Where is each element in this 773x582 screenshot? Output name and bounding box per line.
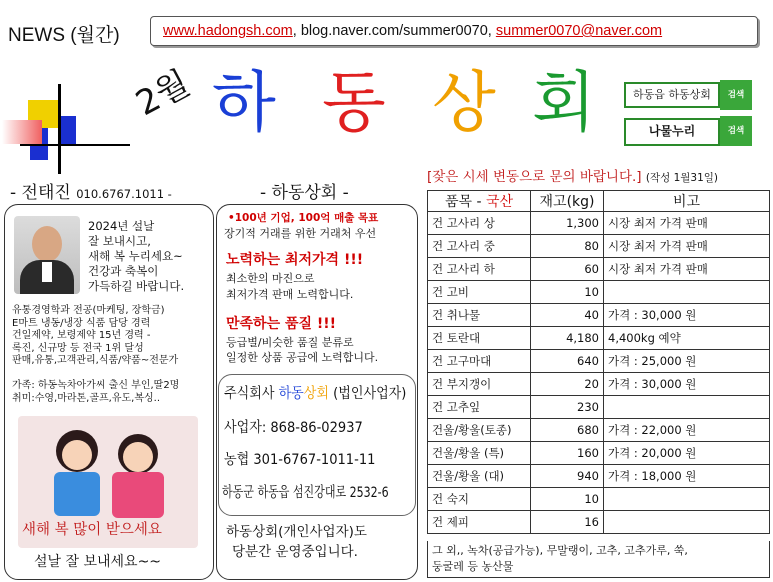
cell-item: 건 토란대	[428, 327, 531, 350]
search-input-namul[interactable]: 나물누리	[624, 118, 720, 146]
stock-footer-2: 둥굴레 등 농산물	[432, 560, 514, 573]
search-button-1[interactable]: 검색	[720, 80, 752, 110]
career-line: 판매,유통,고객관리,식품/약품~전문가	[12, 355, 179, 366]
quality-heading: 만족하는 품질 !!!	[226, 316, 337, 332]
company-intro: 장기적 거래를 위한 거래처 우선	[224, 227, 377, 240]
table-row	[428, 327, 770, 350]
news-label: NEWS (월간)	[8, 25, 120, 46]
cell-stock: 160	[531, 442, 604, 465]
cell-item: 건울/황울 (특)	[428, 442, 531, 465]
owner-name: - 전태진	[10, 183, 71, 203]
header-stock: 재고(kg)	[531, 191, 604, 212]
company-address: 하동군 하동읍 섬진강대로 2532-6	[222, 485, 389, 501]
cell-item: 건 고사리 중	[428, 235, 531, 258]
cell-item: 건 고구마대	[428, 350, 531, 373]
cell-stock: 10	[531, 281, 604, 304]
table-row	[428, 419, 770, 442]
cell-note	[604, 511, 770, 534]
greeting-line: 건강과 축복이	[88, 264, 159, 278]
cell-note: 가격 : 18,000 원	[604, 465, 770, 488]
table-row	[428, 442, 770, 465]
cell-stock: 230	[531, 396, 604, 419]
table-row	[428, 511, 770, 534]
cell-stock: 80	[531, 235, 604, 258]
middle-heading: - 하동상회 -	[260, 183, 349, 203]
title-char-4: 회	[532, 64, 596, 141]
title-char-2: 동	[322, 64, 386, 141]
avatar	[14, 216, 80, 294]
title-char-1: 하	[212, 64, 276, 141]
cell-stock: 940	[531, 465, 604, 488]
cell-item: 건 고사리 상	[428, 212, 531, 235]
table-row	[428, 488, 770, 511]
table-row	[428, 350, 770, 373]
table-row	[428, 373, 770, 396]
cell-stock: 10	[531, 488, 604, 511]
blog-text: , blog.naver.com/summer0070,	[292, 23, 496, 39]
cell-note: 시장 최저 가격 판매	[604, 212, 770, 235]
owner-phone: 010.6767.1011 -	[76, 187, 172, 201]
greeting-line: 새해 복 누리세요~	[88, 249, 183, 263]
email-link[interactable]: summer0070@naver.com	[495, 23, 663, 39]
cell-note	[604, 488, 770, 511]
cell-stock: 60	[531, 258, 604, 281]
career-line: E마트 냉동/냉장 식품 담당 경력	[12, 317, 151, 329]
cell-item: 건 고비	[428, 281, 531, 304]
cell-note: 4,400kg 예약	[604, 327, 770, 350]
left-heading	[10, 178, 172, 203]
cell-note	[604, 396, 770, 419]
search-input-hadong[interactable]: 하동읍 하동상회	[624, 82, 720, 108]
newyear-banner: 새해 복 많이 받으세요	[22, 522, 162, 538]
cell-item: 건 숙지	[428, 488, 531, 511]
table-row	[428, 258, 770, 281]
career-line: 건일제약, 보령제약 15년 경력 -	[12, 330, 151, 341]
middle-footer-2: 당분간 운영중입니다.	[232, 544, 358, 560]
table-row	[428, 212, 770, 235]
left-footer: 설날 잘 보내세요~~	[34, 554, 162, 570]
cell-stock: 20	[531, 373, 604, 396]
company-goal: •100년 기업, 100억 매출 목표	[228, 212, 379, 224]
cell-note: 가격 : 30,000 원	[604, 304, 770, 327]
stock-table	[427, 190, 770, 534]
search-button-2[interactable]: 검색	[720, 116, 752, 146]
cell-item: 건울/황울 (대)	[428, 465, 531, 488]
cell-stock: 16	[531, 511, 604, 534]
cell-stock: 1,300	[531, 212, 604, 235]
cell-item: 건 부지갱이	[428, 373, 531, 396]
cell-item: 건울/황울(토종)	[428, 419, 531, 442]
lowest-price-heading: 노력하는 최저가격 !!!	[226, 252, 364, 268]
price-notice	[427, 165, 718, 185]
header-item: 품목 - 국산	[428, 191, 531, 212]
price-notice-date: (작성 1월31일)	[645, 172, 719, 184]
table-row	[428, 396, 770, 419]
cell-stock: 640	[531, 350, 604, 373]
middle-footer-1: 하동상회(개인사업자)도	[226, 524, 367, 540]
cell-note: 가격 : 22,000 원	[604, 419, 770, 442]
family-line: 가족: 하동녹차아가씨 출신 부인,딸2명	[12, 380, 180, 391]
cell-note	[604, 281, 770, 304]
quality-text-1: 등급별/비슷한 품질 분류로	[226, 336, 354, 349]
cell-item: 건 제피	[428, 511, 531, 534]
cell-note: 시장 최저 가격 판매	[604, 235, 770, 258]
business-number: 사업자: 868-86-02937	[224, 420, 363, 436]
career-line: 유통경영학과 전공(마케팅, 장학금)	[12, 305, 165, 316]
stock-table-header	[428, 191, 770, 212]
cell-stock: 680	[531, 419, 604, 442]
quality-text-2: 일정한 상품 공급에 노력합니다.	[226, 351, 379, 364]
cell-stock: 40	[531, 304, 604, 327]
price-notice-red: [잦은 시세 변동으로 문의 바랍니다.]	[427, 169, 642, 185]
logo-decoration	[0, 80, 135, 180]
greeting-line: 잘 보내시고,	[88, 234, 151, 248]
table-row	[428, 281, 770, 304]
cell-item: 건 고추잎	[428, 396, 531, 419]
month-label: 2월	[129, 63, 197, 125]
greeting-line: 2024년 설날	[88, 219, 155, 233]
cell-note: 가격 : 25,000 원	[604, 350, 770, 373]
cell-item: 건 취나물	[428, 304, 531, 327]
cell-note: 가격 : 30,000 원	[604, 373, 770, 396]
title-char-3: 상	[432, 64, 496, 141]
website-link[interactable]: www.hadongsh.com	[163, 23, 293, 39]
cell-note: 시장 최저 가격 판매	[604, 258, 770, 281]
cell-stock: 4,180	[531, 327, 604, 350]
table-row	[428, 465, 770, 488]
company-name: 주식회사 하동상회 (법인사업자)	[224, 386, 407, 402]
table-row	[428, 235, 770, 258]
lowest-price-text-2: 최저가격 판매 노력합니다.	[226, 288, 354, 301]
career-line: 록진, 신규망 등 전국 1위 달성	[12, 342, 144, 354]
table-row	[428, 304, 770, 327]
stock-footer-1: 그 외,, 녹차(공급가능), 무말랭이, 고추, 고추가루, 쑥,	[432, 544, 688, 557]
bank-account: 농협 301-6767-1011-11	[224, 452, 376, 468]
lowest-price-text-1: 최소한의 마진으로	[226, 272, 315, 285]
cell-item: 건 고사리 하	[428, 258, 531, 281]
header-note: 비고	[604, 191, 770, 212]
greeting-line: 가득하길 바랍니다.	[88, 279, 185, 293]
contact-bar-text	[163, 23, 662, 39]
cell-note: 가격 : 20,000 원	[604, 442, 770, 465]
family-line: 취미:수영,마라톤,골프,유도,복싱..	[12, 393, 161, 404]
